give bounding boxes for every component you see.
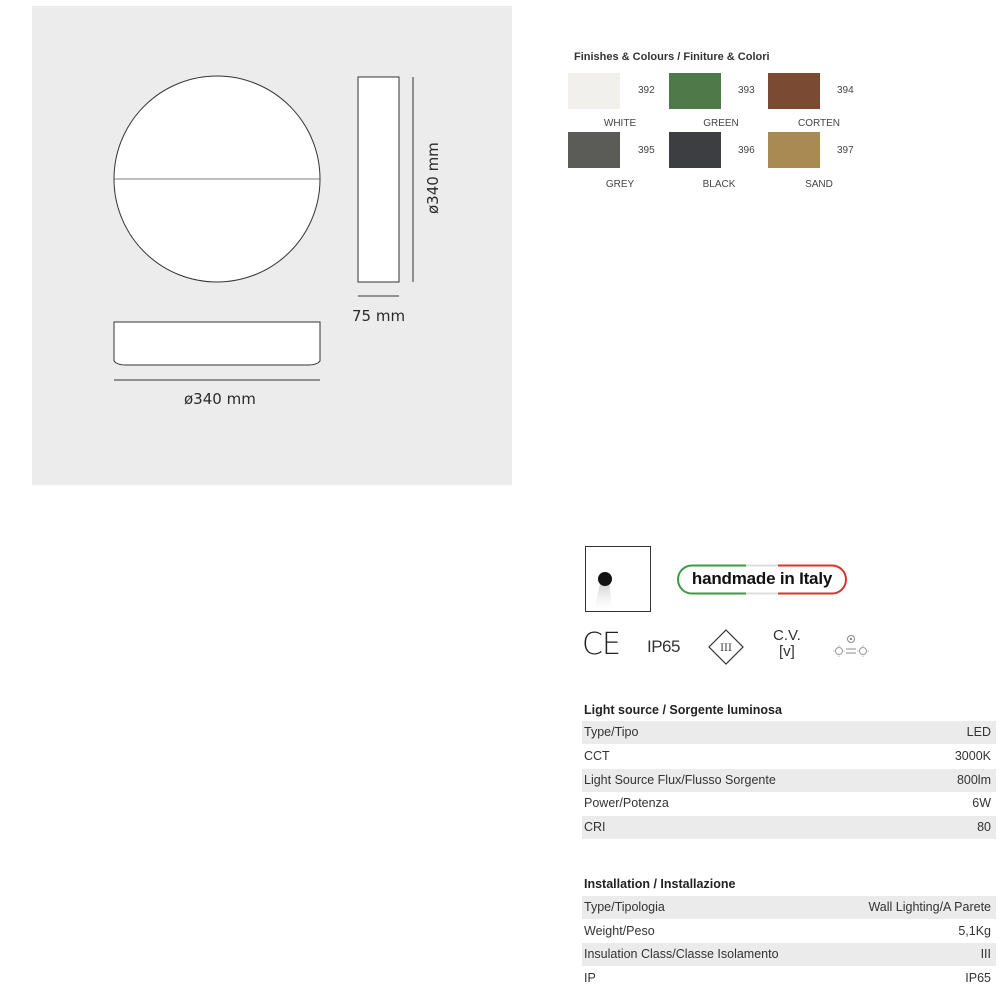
technical-drawing — [32, 6, 512, 485]
table-row — [582, 943, 996, 966]
row-value: III — [980, 947, 991, 961]
row-value: 80 — [977, 820, 991, 834]
swatch-code: 393 — [738, 85, 755, 96]
bottom-view-shape — [114, 322, 320, 365]
swatch-name: WHITE — [603, 118, 637, 129]
swatch-code: 397 — [837, 145, 854, 156]
table-row — [582, 896, 996, 919]
light-source-title: Light source / Sorgente luminosa — [584, 703, 782, 717]
row-value: IP65 — [965, 971, 991, 985]
table-row — [582, 792, 996, 815]
row-label: Type/Tipo — [584, 725, 639, 739]
light-emission-icon — [585, 546, 651, 612]
swatch-grey — [568, 132, 620, 168]
handmade-text: handmade in Italy — [691, 569, 833, 588]
handmade-in-italy-badge — [676, 564, 848, 595]
swatch-name: GREEN — [703, 118, 739, 129]
swatch-code: 394 — [837, 85, 854, 96]
row-value: 3000K — [954, 749, 991, 763]
swatch-code: 392 — [638, 85, 655, 96]
table-row — [582, 816, 996, 839]
installation-title: Installation / Installazione — [584, 877, 736, 891]
side-depth-label: 75 mm — [352, 307, 406, 325]
side-height-label: ø340 mm — [424, 142, 442, 214]
table-row — [582, 920, 996, 943]
row-value: 800lm — [956, 773, 991, 787]
swatch-black — [669, 132, 721, 168]
row-label: CRI — [584, 820, 606, 834]
swatch-name: CORTEN — [797, 118, 841, 129]
cv-top-text: C.V. — [773, 627, 801, 644]
swatch-code: 395 — [638, 145, 655, 156]
front-width-label: ø340 mm — [184, 390, 256, 408]
svg-text:III: III — [720, 643, 732, 654]
ip-rating-badge: IP65 — [647, 637, 680, 656]
drawing-lines — [32, 6, 512, 485]
cv-bottom-text: [v] — [778, 643, 795, 660]
swatch-name: BLACK — [702, 179, 736, 190]
light-symbol-icon — [832, 634, 872, 665]
row-label: Power/Potenza — [584, 796, 669, 810]
row-label: CCT — [584, 749, 610, 763]
finishes-title: Finishes & Colours / Finiture & Colori — [574, 51, 770, 63]
row-label: Insulation Class/Classe Isolamento — [584, 947, 779, 961]
table-row — [582, 967, 996, 990]
ce-mark-icon: CE — [582, 627, 620, 662]
cv-mark — [773, 628, 801, 660]
table-row — [582, 721, 996, 744]
swatch-white — [568, 73, 620, 109]
row-value: 5,1Kg — [958, 924, 991, 938]
swatch-name: GREY — [605, 179, 635, 190]
swatch-code: 396 — [738, 145, 755, 156]
swatch-green — [669, 73, 721, 109]
row-label: Weight/Peso — [584, 924, 655, 938]
swatch-name: SAND — [805, 179, 833, 190]
side-view-rect — [358, 77, 399, 282]
row-label: Type/Tipologia — [584, 900, 665, 914]
insulation-class-3-icon — [708, 629, 744, 670]
swatch-sand — [768, 132, 820, 168]
row-value: Wall Lighting/A Parete — [868, 900, 991, 914]
swatch-corten — [768, 73, 820, 109]
table-row — [582, 769, 996, 792]
table-row — [582, 745, 996, 768]
row-label: Light Source Flux/Flusso Sorgente — [584, 773, 776, 787]
row-value: LED — [966, 725, 991, 739]
row-label: IP — [584, 971, 596, 985]
row-value: 6W — [972, 796, 991, 810]
